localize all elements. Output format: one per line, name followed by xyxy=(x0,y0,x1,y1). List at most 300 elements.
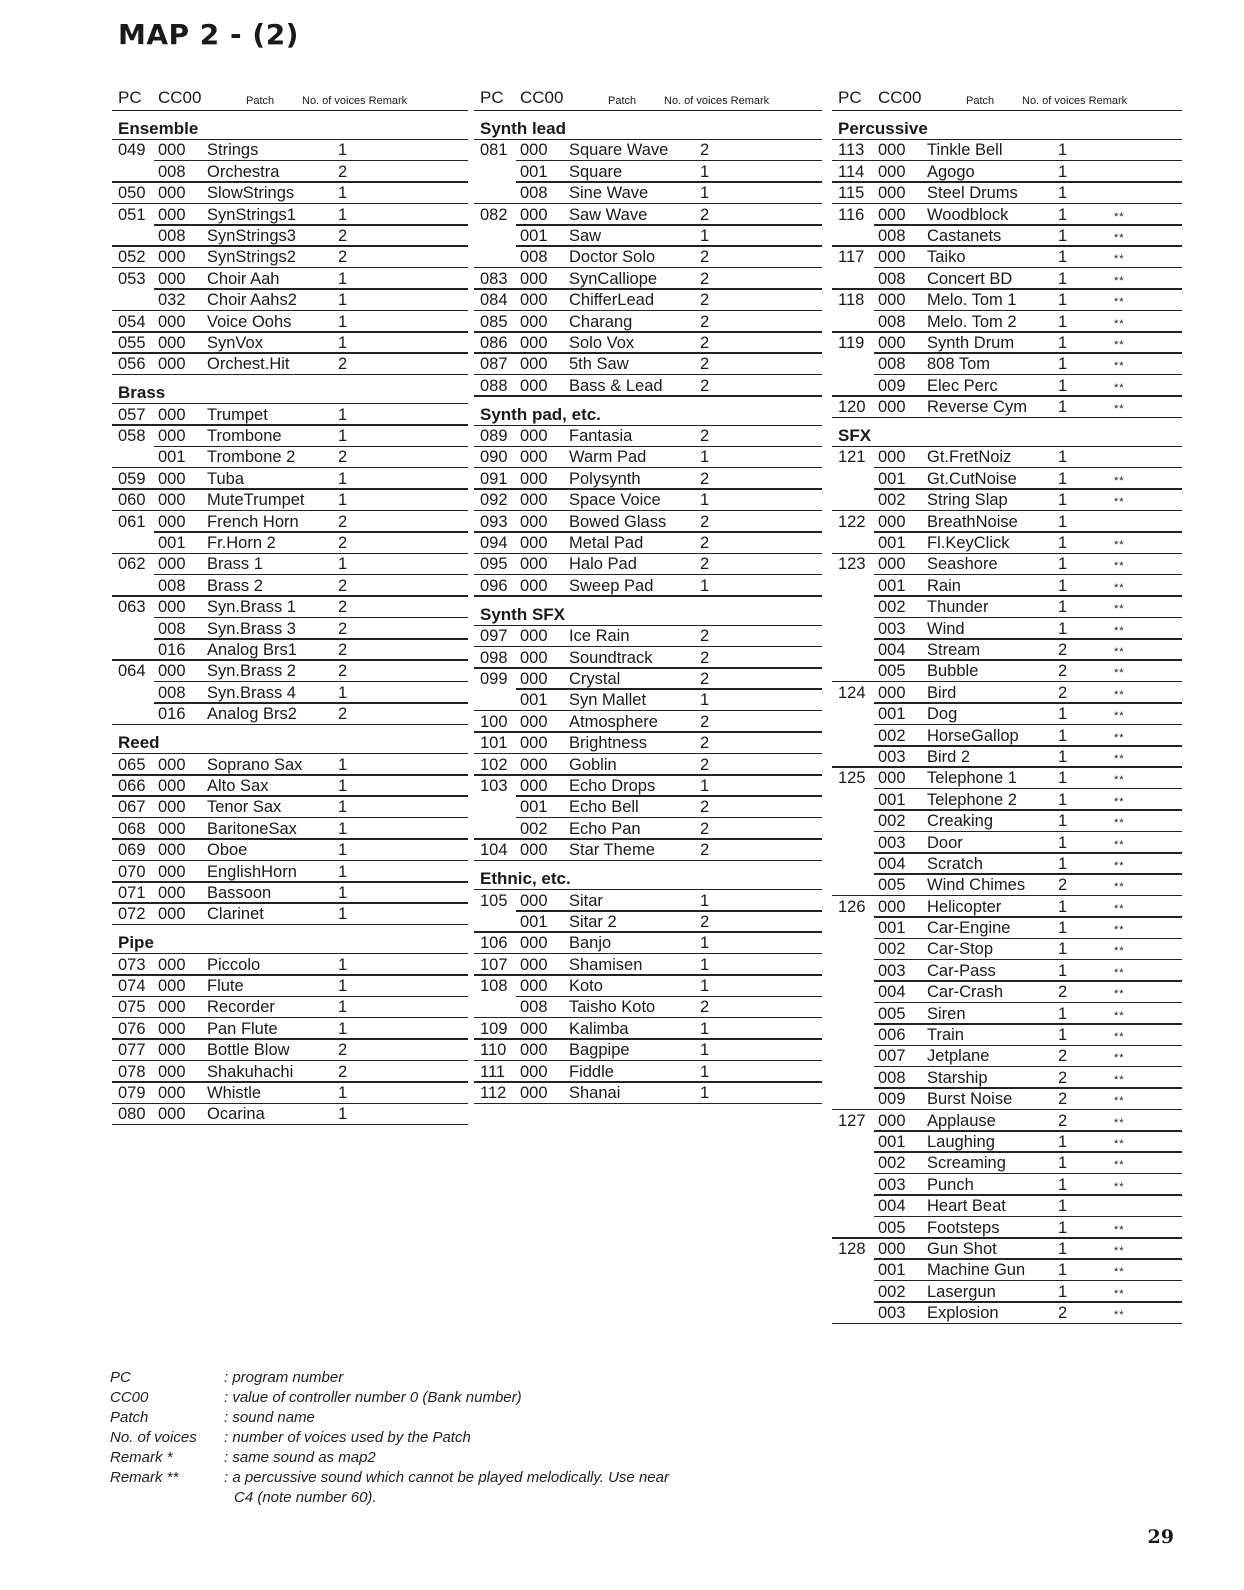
legend-term: CC00 xyxy=(110,1389,149,1406)
header-voices-remark: No. of voices Remark xyxy=(664,95,770,107)
patch-name: Concert BD xyxy=(927,269,1013,288)
remark: ** xyxy=(1114,710,1125,723)
patch-name: Explosion xyxy=(927,1304,999,1323)
remark: ** xyxy=(1114,1052,1125,1065)
pc-number: 085 xyxy=(480,312,508,331)
cc00-value: 001 xyxy=(158,448,186,467)
remark: ** xyxy=(1114,774,1125,787)
pc-number: 078 xyxy=(118,1062,146,1081)
column-header xyxy=(832,88,1182,111)
row-divider xyxy=(832,1323,1182,1325)
patch-name: Tinkle Bell xyxy=(927,141,1003,160)
table-row xyxy=(832,290,1182,311)
remark: ** xyxy=(1114,1073,1125,1086)
voice-count: 1 xyxy=(1058,512,1068,531)
voice-count: 2 xyxy=(338,640,348,659)
row-divider xyxy=(474,860,822,862)
table-row xyxy=(112,883,468,904)
table-row xyxy=(474,554,822,575)
patch-name: Telephone 1 xyxy=(927,769,1017,788)
voice-count: 2 xyxy=(700,648,710,667)
pc-number: 102 xyxy=(480,755,508,774)
patch-name: Sitar 2 xyxy=(569,912,617,931)
remark: ** xyxy=(1114,624,1125,637)
column-3 xyxy=(832,88,1182,1324)
voice-count: 1 xyxy=(338,205,348,224)
pc-number: 091 xyxy=(480,469,508,488)
pc-number: 121 xyxy=(838,448,866,467)
voice-count: 1 xyxy=(700,162,710,181)
pc-number: 089 xyxy=(480,427,508,446)
voice-count: 1 xyxy=(1058,269,1068,288)
voice-count: 2 xyxy=(700,712,710,731)
cc00-value: 005 xyxy=(878,1218,906,1237)
voice-count: 2 xyxy=(338,1041,348,1060)
patch-name: BreathNoise xyxy=(927,512,1018,531)
patch-name: Atmosphere xyxy=(569,712,658,731)
pc-number: 110 xyxy=(480,1041,507,1060)
patch-name: Warm Pad xyxy=(569,448,647,467)
cc00-value: 002 xyxy=(878,726,906,745)
patch-name: Scratch xyxy=(927,854,983,873)
cc00-value: 000 xyxy=(878,248,906,267)
patch-name: Castanets xyxy=(927,226,1002,245)
remark: ** xyxy=(1114,1287,1125,1300)
patch-name: Sine Wave xyxy=(569,184,649,203)
cc00-value: 002 xyxy=(878,1282,906,1301)
voice-count: 1 xyxy=(1058,162,1068,181)
table-row xyxy=(112,797,468,818)
voice-count: 2 xyxy=(338,576,348,595)
cc00-value: 000 xyxy=(520,512,548,531)
cc00-value: 000 xyxy=(520,534,548,553)
cc00-value: 000 xyxy=(158,184,186,203)
patch-name: Telephone 2 xyxy=(927,790,1017,809)
table-row xyxy=(832,1132,1182,1153)
voice-count: 2 xyxy=(338,355,348,374)
category-heading: Ethnic, etc. xyxy=(474,866,822,890)
patch-name: Bubble xyxy=(927,662,979,681)
pc-number: 127 xyxy=(838,1111,866,1130)
voice-count: 1 xyxy=(338,555,348,574)
cc00-value: 002 xyxy=(878,491,906,510)
voice-count: 1 xyxy=(338,841,348,860)
voice-count: 2 xyxy=(700,841,710,860)
table-row xyxy=(832,204,1182,225)
voice-count: 1 xyxy=(1058,1004,1068,1023)
remark: ** xyxy=(1114,795,1125,808)
remark: ** xyxy=(1114,1137,1125,1150)
voice-count: 1 xyxy=(338,955,348,974)
cc00-value: 016 xyxy=(158,705,186,724)
cc00-value: 000 xyxy=(520,427,548,446)
table-row xyxy=(832,140,1182,161)
patch-name: Kalimba xyxy=(569,1019,629,1038)
pc-number: 056 xyxy=(118,355,146,374)
cc00-value: 000 xyxy=(520,576,548,595)
pc-number: 051 xyxy=(118,205,146,224)
voice-count: 2 xyxy=(700,627,710,646)
cc00-value: 002 xyxy=(520,819,548,838)
legend-definition: : a percussive sound which cannot be played melodically. Use near xyxy=(224,1469,669,1486)
header-cc00: CC00 xyxy=(158,88,202,107)
voice-count: 1 xyxy=(1058,376,1068,395)
table-row xyxy=(832,575,1182,596)
pc-number: 088 xyxy=(480,376,508,395)
table-row xyxy=(474,776,822,797)
patch-name: Goblin xyxy=(569,755,617,774)
cc00-value: 004 xyxy=(878,854,906,873)
cc00-value: 000 xyxy=(158,1084,186,1103)
cc00-value: 001 xyxy=(520,162,548,181)
patch-name: Syn.Brass 3 xyxy=(207,619,296,638)
patch-name: EnglishHorn xyxy=(207,862,297,881)
voice-count: 1 xyxy=(338,427,348,446)
cc00-value: 000 xyxy=(158,248,186,267)
voice-count: 2 xyxy=(1058,683,1068,702)
table-row xyxy=(112,818,468,839)
patch-name: Trumpet xyxy=(207,405,268,424)
voice-count: 2 xyxy=(700,755,710,774)
table-row xyxy=(112,204,468,225)
remark: ** xyxy=(1114,1095,1125,1108)
table-row xyxy=(112,776,468,797)
pc-number: 122 xyxy=(838,512,866,531)
voice-count: 1 xyxy=(1058,919,1068,938)
patch-name: Syn.Brass 2 xyxy=(207,662,296,681)
patch-name: Voice Oohs xyxy=(207,312,292,331)
patch-name: Screaming xyxy=(927,1154,1006,1173)
voice-count: 1 xyxy=(700,491,710,510)
cc00-value: 000 xyxy=(878,184,906,203)
table-row xyxy=(474,997,822,1018)
cc00-value: 005 xyxy=(878,876,906,895)
patch-name: Flute xyxy=(207,977,244,996)
remark: ** xyxy=(1114,1116,1125,1129)
patch-name: Charang xyxy=(569,312,633,331)
table-row xyxy=(832,1025,1182,1046)
pc-number: 104 xyxy=(480,841,508,860)
voice-count: 2 xyxy=(700,534,710,553)
voice-count: 2 xyxy=(338,619,348,638)
patch-name: Analog Brs1 xyxy=(207,640,297,659)
remark: ** xyxy=(1114,1223,1125,1236)
table-row xyxy=(112,554,468,575)
pc-number: 068 xyxy=(118,819,146,838)
pc-number: 097 xyxy=(480,627,508,646)
voice-count: 2 xyxy=(700,427,710,446)
table-row xyxy=(832,1239,1182,1260)
table-row xyxy=(474,247,822,268)
voice-count: 1 xyxy=(1058,619,1068,638)
cc00-value: 000 xyxy=(158,1062,186,1081)
remark: ** xyxy=(1114,645,1125,658)
voice-count: 1 xyxy=(338,184,348,203)
table-row xyxy=(112,661,468,682)
table-row xyxy=(112,404,468,425)
voice-count: 1 xyxy=(700,1019,710,1038)
legend-definition: : sound name xyxy=(224,1409,315,1426)
patch-name: MuteTrumpet xyxy=(207,491,305,510)
voice-count: 2 xyxy=(338,512,348,531)
patch-name: Synth Drum xyxy=(927,333,1015,352)
cc00-value: 000 xyxy=(520,491,548,510)
category-heading: Percussive xyxy=(832,116,1182,140)
patch-name: Applause xyxy=(927,1111,996,1130)
patch-name: Sitar xyxy=(569,891,603,910)
patch-name: Trombone xyxy=(207,427,282,446)
pc-number: 076 xyxy=(118,1019,146,1038)
table-row xyxy=(832,682,1182,703)
cc00-value: 000 xyxy=(878,162,906,181)
table-row xyxy=(112,490,468,511)
pc-number: 095 xyxy=(480,555,508,574)
patch-name: Fiddle xyxy=(569,1062,614,1081)
voice-count: 2 xyxy=(700,376,710,395)
voice-count: 1 xyxy=(1058,598,1068,617)
patch-name: Taisho Koto xyxy=(569,998,656,1017)
pc-number: 062 xyxy=(118,555,146,574)
table-row xyxy=(112,1018,468,1039)
pc-number: 098 xyxy=(480,648,508,667)
voice-count: 1 xyxy=(1058,1197,1068,1216)
pc-number: 090 xyxy=(480,448,508,467)
pc-number: 103 xyxy=(480,776,508,795)
pc-number: 057 xyxy=(118,405,146,424)
pc-number: 050 xyxy=(118,184,146,203)
cc00-value: 001 xyxy=(520,798,548,817)
pc-number: 072 xyxy=(118,905,146,924)
remark: ** xyxy=(1114,317,1125,330)
cc00-value: 008 xyxy=(878,312,906,331)
table-row xyxy=(474,1018,822,1039)
cc00-value: 000 xyxy=(878,333,906,352)
patch-name: Doctor Solo xyxy=(569,248,656,267)
voice-count: 2 xyxy=(338,598,348,617)
patch-name: Car-Pass xyxy=(927,961,996,980)
cc00-value: 000 xyxy=(158,776,186,795)
patch-name: Echo Pan xyxy=(569,819,641,838)
pc-number: 082 xyxy=(480,205,508,224)
cc00-value: 000 xyxy=(158,662,186,681)
patch-name: Choir Aah xyxy=(207,269,280,288)
pc-number: 084 xyxy=(480,291,508,310)
patch-name: Bottle Blow xyxy=(207,1041,290,1060)
voice-count: 2 xyxy=(700,205,710,224)
voice-count: 1 xyxy=(1058,312,1068,331)
voice-count: 1 xyxy=(338,269,348,288)
pc-number: 071 xyxy=(118,883,146,902)
table-row xyxy=(832,468,1182,489)
patch-name: Crystal xyxy=(569,669,621,688)
remark: ** xyxy=(1114,924,1125,937)
cc00-value: 000 xyxy=(520,627,548,646)
patch-name: Orchestra xyxy=(207,162,280,181)
table-row xyxy=(474,976,822,997)
pc-number: 128 xyxy=(838,1239,866,1258)
legend-definition: : program number xyxy=(224,1369,344,1386)
table-row xyxy=(474,533,822,554)
table-row xyxy=(112,704,468,725)
voice-count: 1 xyxy=(700,776,710,795)
table-row xyxy=(474,890,822,911)
patch-name: Lasergun xyxy=(927,1282,996,1301)
cc00-value: 001 xyxy=(520,691,548,710)
table-row xyxy=(474,268,822,289)
cc00-value: 000 xyxy=(520,291,548,310)
patch-name: Brass 1 xyxy=(207,555,263,574)
cc00-value: 000 xyxy=(878,291,906,310)
header-voices-remark: No. of voices Remark xyxy=(1022,95,1128,107)
table-row xyxy=(112,290,468,311)
voice-count: 1 xyxy=(1058,1154,1068,1173)
patch-name: Shakuhachi xyxy=(207,1062,294,1081)
table-row xyxy=(474,226,822,247)
table-row xyxy=(832,747,1182,768)
cc00-value: 004 xyxy=(878,1197,906,1216)
table-row xyxy=(112,354,468,375)
patch-name: Jetplane xyxy=(927,1047,990,1066)
pc-number: 058 xyxy=(118,427,146,446)
cc00-value: 000 xyxy=(158,312,186,331)
voice-count: 1 xyxy=(1058,184,1068,203)
table-row xyxy=(112,597,468,618)
voice-count: 1 xyxy=(700,226,710,245)
table-row xyxy=(474,690,822,711)
patch-name: Shamisen xyxy=(569,955,643,974)
patch-name: Steel Drums xyxy=(927,184,1018,203)
patch-name: Tuba xyxy=(207,469,244,488)
voice-count: 2 xyxy=(338,1062,348,1081)
table-row xyxy=(832,511,1182,532)
cc00-value: 000 xyxy=(520,448,548,467)
patch-name: SynStrings1 xyxy=(207,205,296,224)
patch-name: Door xyxy=(927,833,963,852)
table-row xyxy=(112,268,468,289)
table-row xyxy=(832,311,1182,332)
remark: ** xyxy=(1114,338,1125,351)
pc-number: 065 xyxy=(118,755,146,774)
row-divider xyxy=(474,595,822,597)
patch-name: Gt.FretNoiz xyxy=(927,448,1012,467)
voice-count: 2 xyxy=(700,798,710,817)
table-row xyxy=(474,733,822,754)
cc00-value: 001 xyxy=(158,534,186,553)
cc00-value: 000 xyxy=(520,1084,548,1103)
cc00-value: 001 xyxy=(878,1132,906,1151)
cc00-value: 000 xyxy=(158,1019,186,1038)
patch-name: Fr.Horn 2 xyxy=(207,534,276,553)
table-row xyxy=(832,354,1182,375)
remark: ** xyxy=(1114,474,1125,487)
remark: ** xyxy=(1114,403,1125,416)
cc00-value: 003 xyxy=(878,833,906,852)
table-row xyxy=(832,789,1182,810)
pc-number: 075 xyxy=(118,998,146,1017)
voice-count: 2 xyxy=(1058,662,1068,681)
patch-name: SynVox xyxy=(207,333,263,352)
voice-count: 1 xyxy=(1058,812,1068,831)
cc00-value: 000 xyxy=(158,469,186,488)
voice-count: 1 xyxy=(1058,576,1068,595)
voice-count: 2 xyxy=(700,998,710,1017)
remark: ** xyxy=(1114,496,1125,509)
pc-number: 049 xyxy=(118,141,146,160)
patch-name: Soundtrack xyxy=(569,648,653,667)
voice-count: 1 xyxy=(1058,355,1068,374)
voice-count: 2 xyxy=(700,248,710,267)
cc00-value: 000 xyxy=(878,683,906,702)
table-row xyxy=(474,626,822,647)
cc00-value: 000 xyxy=(158,598,186,617)
table-row xyxy=(112,954,468,975)
patch-name: Koto xyxy=(569,977,603,996)
patch-name: Ice Rain xyxy=(569,627,630,646)
cc00-value: 001 xyxy=(878,705,906,724)
table-row xyxy=(832,640,1182,661)
cc00-value: 007 xyxy=(878,1047,906,1066)
table-row xyxy=(112,311,468,332)
voice-count: 2 xyxy=(1058,1090,1068,1109)
cc00-value: 005 xyxy=(878,1004,906,1023)
remark: ** xyxy=(1114,1309,1125,1322)
patch-name: Solo Vox xyxy=(569,333,635,352)
voice-count: 1 xyxy=(338,469,348,488)
voice-count: 1 xyxy=(338,291,348,310)
category-heading: Brass xyxy=(112,380,468,404)
voice-count: 2 xyxy=(700,291,710,310)
pc-number: 069 xyxy=(118,841,146,860)
cc00-value: 000 xyxy=(520,669,548,688)
voice-count: 2 xyxy=(338,226,348,245)
voice-count: 1 xyxy=(338,883,348,902)
pc-number: 077 xyxy=(118,1041,146,1060)
pc-number: 118 xyxy=(838,291,865,310)
pc-number: 113 xyxy=(838,141,865,160)
voice-count: 1 xyxy=(1058,555,1068,574)
table-row xyxy=(474,840,822,861)
table-row xyxy=(832,268,1182,289)
cc00-value: 001 xyxy=(878,576,906,595)
patch-name: Shanai xyxy=(569,1084,621,1103)
cc00-value: 000 xyxy=(158,1105,186,1124)
voice-count: 2 xyxy=(700,555,710,574)
table-row xyxy=(832,661,1182,682)
cc00-value: 000 xyxy=(158,491,186,510)
table-row xyxy=(112,1083,468,1104)
voice-count: 1 xyxy=(338,862,348,881)
voice-count: 1 xyxy=(700,1062,710,1081)
row-divider xyxy=(474,395,822,397)
cc00-value: 000 xyxy=(520,1041,548,1060)
header-cc00: CC00 xyxy=(520,88,564,107)
patch-name: Echo Bell xyxy=(569,798,639,817)
voice-count: 1 xyxy=(1058,398,1068,417)
table-row xyxy=(474,375,822,396)
table-row xyxy=(474,1061,822,1082)
pc-number: 060 xyxy=(118,491,146,510)
voice-count: 1 xyxy=(1058,226,1068,245)
patch-name: Pan Flute xyxy=(207,1019,278,1038)
voice-count: 2 xyxy=(338,705,348,724)
table-row xyxy=(832,1067,1182,1088)
row-divider xyxy=(112,724,468,726)
table-row xyxy=(832,183,1182,204)
patch-name: Car-Crash xyxy=(927,983,1004,1002)
patch-name: Recorder xyxy=(207,998,275,1017)
cc00-value: 000 xyxy=(158,405,186,424)
legend-definition: : same sound as map2 xyxy=(224,1449,376,1466)
